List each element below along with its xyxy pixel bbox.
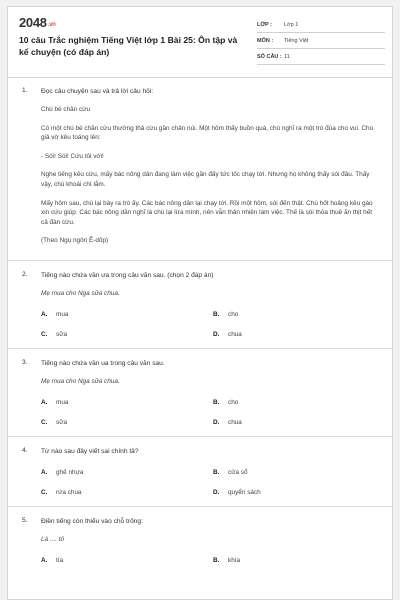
logo-domain: .vn (47, 22, 56, 28)
question-1 (8, 87, 392, 246)
question-sentence: Lá .... tỏ (41, 535, 65, 543)
document-page (7, 6, 393, 600)
meta-value: Tiếng Việt (284, 37, 309, 44)
option-b[interactable] (213, 399, 385, 406)
option-letter: A. (41, 310, 48, 318)
option-a[interactable] (41, 469, 213, 476)
question-list (8, 83, 392, 564)
option-text: cửa sổ (228, 468, 248, 476)
meta-label: MÔN : (257, 37, 274, 44)
meta-value: 11 (284, 53, 290, 60)
option-letter: C. (41, 488, 48, 496)
option-c[interactable] (41, 331, 213, 338)
story-paragraph: - Sói! Sói! Cứu tôi với! (41, 152, 104, 160)
option-letter: B. (213, 398, 220, 406)
header-divider (8, 77, 392, 78)
question-divider (8, 348, 392, 349)
question-5 (8, 517, 392, 564)
option-c[interactable] (41, 419, 213, 426)
option-text: ghế nhựa (56, 468, 84, 476)
option-text: chua (228, 418, 242, 426)
option-letter: A. (41, 556, 48, 564)
meta-value: Lớp 1 (284, 21, 299, 28)
option-b[interactable] (213, 469, 385, 476)
option-text: mua (56, 310, 69, 318)
question-number: 3. (22, 358, 28, 366)
option-d[interactable] (213, 419, 385, 426)
document-header (8, 7, 392, 77)
meta-row-class (257, 17, 385, 33)
question-text: Tiếng nào chứa vần ưa trong câu văn sau. (chọn 2 đáp án) (41, 271, 214, 279)
option-text: cho (228, 398, 239, 406)
option-text: chua (228, 330, 242, 338)
question-2 (8, 271, 392, 338)
answer-options (41, 311, 374, 338)
option-letter: A. (41, 398, 48, 406)
option-text: cho (228, 310, 239, 318)
question-sentence: Mẹ mua cho Nga sữa chua. (41, 289, 120, 297)
option-d[interactable] (213, 489, 385, 496)
answer-options (41, 469, 374, 496)
option-text: khía (228, 556, 241, 564)
option-letter: A. (41, 468, 48, 476)
option-letter: C. (41, 330, 48, 338)
story-source: (Theo Ngụ ngôn Ê-dốp) (41, 237, 109, 245)
option-letter: B. (213, 310, 220, 318)
option-a[interactable] (41, 311, 213, 318)
option-letter: C. (41, 418, 48, 426)
question-text: Đọc câu chuyện sau và trả lời câu hỏi: (41, 88, 154, 95)
question-4 (8, 447, 392, 496)
option-text: quyển sách (228, 488, 261, 496)
meta-row-subject (257, 33, 385, 49)
story-title: Chú bé chăn cừu (41, 106, 91, 113)
question-number: 2. (22, 270, 28, 278)
question-divider (8, 436, 392, 437)
option-c[interactable] (41, 489, 213, 496)
question-text: Từ nào sau đây viết sai chính tả? (41, 447, 139, 455)
option-d[interactable] (213, 331, 385, 338)
story-paragraph: Có một chú bé chăn cừu thường thả cừu gần chân núi. Một hôm thấy buồn quá, chú nghĩ ra một trò đùa cho vui. Chú giả vờ kêu toáng lên: (41, 124, 374, 142)
document-title: 10 câu Trắc nghiệm Tiếng Việt lớp 1 Bài 25: Ôn tập và kể chuyện (có đáp án) (19, 35, 238, 57)
question-text: Tiếng nào chứa vần ua trong câu văn sau. (41, 359, 165, 367)
option-b[interactable] (213, 557, 385, 564)
question-text: Điền tiếng còn thiếu vào chỗ trống: (41, 517, 143, 525)
meta-label: SỐ CÂU : (257, 53, 282, 60)
question-divider (8, 260, 392, 261)
option-letter: D. (213, 418, 220, 426)
option-letter: B. (213, 468, 220, 476)
option-text: rứa chua (56, 488, 82, 496)
option-letter: B. (213, 556, 220, 564)
question-number: 1. (22, 87, 28, 94)
option-letter: D. (213, 488, 220, 496)
question-divider (8, 506, 392, 507)
logo-number: 2048 (19, 15, 47, 30)
question-number: 4. (22, 446, 28, 454)
story-paragraph: Mấy hôm sau, chú lại bày ra trò ấy. Các bác nông dân lại chạy tới. Rồi một hôm, sói đến thật. Chú hốt hoảng kêu gào xin cứu giúp. Các bác nông dân nghĩ là chú lại lừa mình, nên vẫn thản nhiên làm việc. Thế là sói thỏa thuê ăn thịt hết cả đàn cừu. (41, 199, 373, 226)
meta-label: LỚP : (257, 21, 272, 28)
meta-table (257, 17, 385, 65)
option-b[interactable] (213, 311, 385, 318)
meta-row-count (257, 49, 385, 65)
option-text: tía (56, 556, 64, 564)
story-paragraph: Nghe tiếng kêu cứu, mấy bác nông dân đang làm việc gần đấy tức tốc chạy tới. Nhưng họ không thấy sói đâu. Thấy vậy, chú khoái chí lắm. (41, 171, 370, 188)
option-text: mua (56, 398, 69, 406)
option-letter: D. (213, 330, 220, 338)
option-a[interactable] (41, 557, 213, 564)
question-number: 5. (22, 516, 28, 524)
question-sentence: Mẹ mua cho Nga sữa chua. (41, 377, 120, 385)
answer-options (41, 557, 374, 564)
site-logo[interactable] (19, 15, 56, 30)
question-3 (8, 359, 392, 426)
answer-options (41, 399, 374, 426)
option-text: sữa (56, 418, 68, 426)
option-text: sữa (56, 330, 68, 338)
option-a[interactable] (41, 399, 213, 406)
